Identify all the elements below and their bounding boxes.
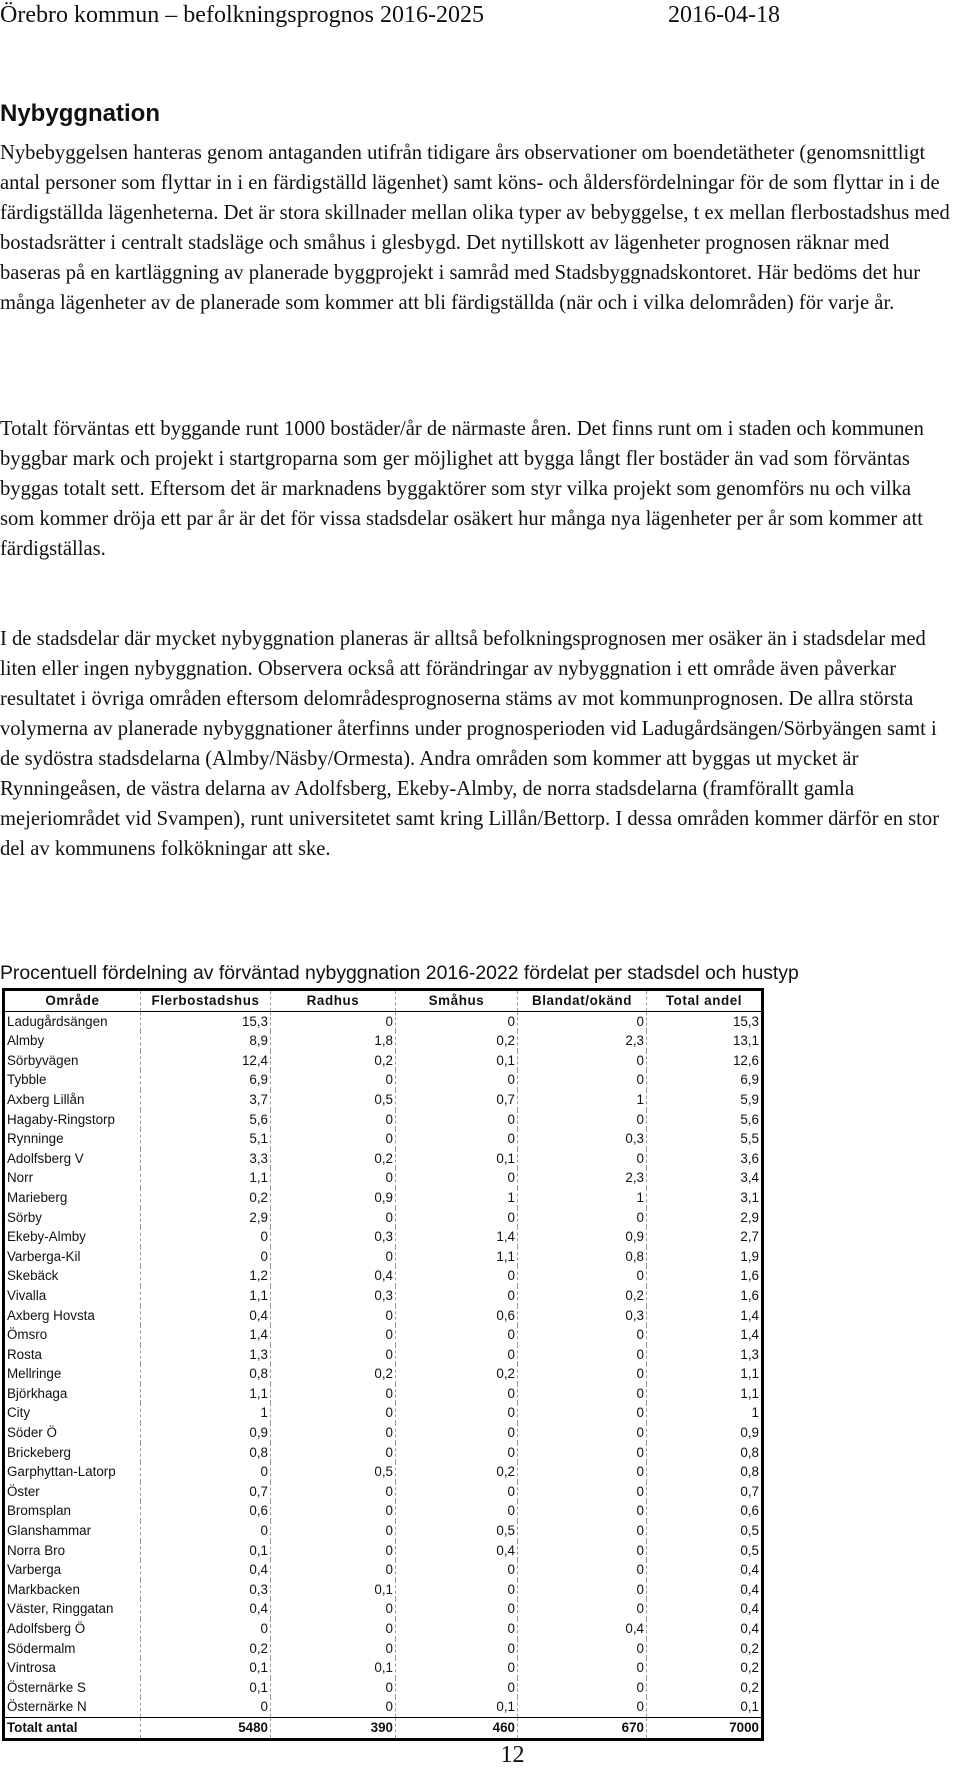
value-cell: 5,1 [141,1129,271,1149]
value-cell: 15,3 [647,1011,762,1031]
area-name-cell: Almby [7,1033,45,1049]
value-cell: 0,2 [271,1149,396,1169]
value-cell: 0,5 [271,1462,396,1482]
value-cell: 0 [271,1070,396,1090]
value-cell: 0,1 [271,1658,396,1678]
value-cell: 0 [518,1482,647,1502]
area-name-cell: Vivalla [7,1287,47,1303]
value-cell: 0,1 [396,1149,518,1169]
value-cell: 0 [396,1110,518,1130]
area-name-cell: Väster, Ringgatan [7,1601,114,1617]
table-row [5,1423,761,1443]
area-name-cell: Östernärke S [7,1679,86,1695]
value-cell: 0,2 [396,1364,518,1384]
value-cell: 670 [518,1717,647,1737]
value-cell: 0 [518,1560,647,1580]
value-cell: 0 [271,1619,396,1639]
value-cell: 0 [518,1384,647,1404]
value-cell: 0 [518,1149,647,1169]
value-cell: 0 [271,1482,396,1502]
area-name-cell: Ladugårdsängen [7,1013,108,1029]
value-cell: 0,9 [271,1188,396,1208]
value-cell: 1 [518,1188,647,1208]
value-cell: 0 [396,1208,518,1228]
value-cell: 3,6 [647,1149,762,1169]
table-row [5,1168,761,1188]
value-cell: 0,2 [518,1286,647,1306]
area-name-cell: Östernärke N [7,1699,87,1715]
value-cell: 0,4 [141,1560,271,1580]
value-cell: 0,4 [141,1599,271,1619]
value-cell: 0,3 [518,1129,647,1149]
value-cell: 0 [396,1580,518,1600]
value-cell: 7000 [647,1717,762,1737]
table-row [5,1070,761,1090]
value-cell: 3,1 [647,1188,762,1208]
value-cell: 0 [271,1384,396,1404]
table-row [5,1188,761,1208]
table-row [5,1639,761,1659]
value-cell: 0 [271,1129,396,1149]
table-row [5,1678,761,1698]
value-cell: 12,6 [647,1051,762,1071]
table-row [5,1247,761,1267]
value-cell: 0,2 [647,1658,762,1678]
area-name-cell: Tybble [7,1072,47,1088]
value-cell: 13,1 [647,1031,762,1051]
value-cell: 0 [518,1208,647,1228]
table-row [5,1541,761,1561]
value-cell: 0,4 [647,1560,762,1580]
value-cell: 2,9 [141,1208,271,1228]
table-row [5,1364,761,1384]
value-cell: 1,1 [141,1286,271,1306]
value-cell: 0 [518,1541,647,1561]
area-name-cell: Rosta [7,1346,42,1362]
table-row [5,1462,761,1482]
value-cell: 1,6 [647,1266,762,1286]
value-cell: 0 [396,1011,518,1031]
area-name-cell: Adolfsberg V [7,1150,84,1166]
value-cell: 1,1 [647,1384,762,1404]
value-cell: 0 [271,1501,396,1521]
table-caption: Procentuell fördelning av förväntad nybyggnation 2016-2022 fördelat per stadsdel och hustyp [0,962,799,984]
table-row [5,1011,761,1031]
area-name-cell: Södermalm [7,1640,76,1656]
value-cell: 0,1 [647,1697,762,1717]
value-cell: 0,9 [518,1227,647,1247]
value-cell: 2,9 [647,1208,762,1228]
table-row [5,1110,761,1130]
value-cell: 0,4 [141,1306,271,1326]
value-cell: 0 [518,1011,647,1031]
value-cell: 0 [396,1482,518,1502]
area-name-cell: Sörbyvägen [7,1052,79,1068]
value-cell: 0,5 [647,1521,762,1541]
value-cell: 5,6 [141,1110,271,1130]
value-cell: 15,3 [141,1011,271,1031]
value-cell: 0 [518,1364,647,1384]
value-cell: 5,6 [647,1110,762,1130]
value-cell: 0 [271,1678,396,1698]
area-name-cell: Ömsro [7,1327,48,1343]
value-cell: 1,4 [647,1306,762,1326]
value-cell: 0 [396,1384,518,1404]
value-cell: 1 [647,1403,762,1423]
value-cell: 1,1 [396,1247,518,1267]
value-cell: 0 [271,1247,396,1267]
value-cell: 0,6 [396,1306,518,1326]
value-cell: 3,4 [647,1168,762,1188]
value-cell: 1,3 [647,1345,762,1365]
value-cell: 0,9 [141,1423,271,1443]
column-header: Radhus [271,991,396,1011]
value-cell: 0 [271,1345,396,1365]
table-row [5,1384,761,1404]
area-name-cell: Brickeberg [7,1444,72,1460]
value-cell: 0 [518,1403,647,1423]
area-name-cell: Björkhaga [7,1385,68,1401]
table-row [5,1325,761,1345]
table-row [5,1658,761,1678]
area-name-cell: Glanshammar [7,1523,92,1539]
value-cell: 0 [396,1678,518,1698]
area-name-cell: Axberg Lillån [7,1091,85,1107]
value-cell: 1 [396,1188,518,1208]
value-cell: 0 [518,1051,647,1071]
value-cell: 5480 [141,1717,271,1737]
value-cell: 0 [271,1208,396,1228]
value-cell: 6,9 [141,1070,271,1090]
value-cell: 0,2 [647,1678,762,1698]
value-cell: 0 [141,1462,271,1482]
value-cell: 0 [271,1599,396,1619]
value-cell: 1,1 [141,1168,271,1188]
value-cell: 0 [518,1678,647,1698]
area-name-cell: Mellringe [7,1366,62,1382]
value-cell: 1,6 [647,1286,762,1306]
value-cell: 0 [518,1639,647,1659]
value-cell: 0 [271,1423,396,1443]
value-cell: 1,4 [141,1325,271,1345]
area-name-cell: Öster [7,1483,40,1499]
table-row [5,1129,761,1149]
value-cell: 0,4 [518,1619,647,1639]
column-header: Total andel [647,991,762,1011]
value-cell: 0 [518,1580,647,1600]
value-cell: 0,1 [396,1697,518,1717]
value-cell: 0 [271,1168,396,1188]
value-cell: 0 [396,1423,518,1443]
value-cell: 0 [271,1521,396,1541]
value-cell: 0,4 [647,1619,762,1639]
area-name-cell: Ekeby-Almby [7,1229,86,1245]
body-paragraph: Nybebyggelsen hanteras genom antaganden utifrån tidigare års observationer om boendetätheter (genomsnittligt antal personer som flyttar in i en färdigställd lägenhet) samt köns- och åldersfördelningar för de som flyttar in i de färdigställda lägenheterna. Det är stora skillnader mellan olika typer av bebyggelse, t ex mellan flerbostadshus med bostadsrätter i centralt stadsläge och småhus i glesbygd. Det nytillskott av lägenheter prognosen räknar med baseras på en kartläggning av planerade byggprojekt i samråd med Stadsbyggnadskontoret. Här bedöms det hur många lägenheter av de planerade som kommer att bli färdigställda (när och i vilka delområden) för varje år. [0,142,950,314]
value-cell: 0,5 [271,1090,396,1110]
value-cell: 0 [396,1560,518,1580]
value-cell: 0,1 [141,1541,271,1561]
value-cell: 0,1 [141,1678,271,1698]
value-cell: 0 [271,1306,396,1326]
value-cell: 0 [396,1599,518,1619]
area-name-cell: Markbacken [7,1581,80,1597]
value-cell: 0 [518,1423,647,1443]
table-row [5,1306,761,1326]
value-cell: 0 [271,1697,396,1717]
value-cell: 2,3 [518,1168,647,1188]
value-cell: 0 [518,1501,647,1521]
value-cell: 0,2 [271,1364,396,1384]
value-cell: 0,3 [518,1306,647,1326]
value-cell: 0 [518,1697,647,1717]
table-row [5,1208,761,1228]
value-cell: 0,8 [647,1443,762,1463]
table-row [5,1031,761,1051]
area-name-cell: Söder Ö [7,1425,57,1441]
value-cell: 390 [271,1717,396,1737]
value-cell: 0 [396,1129,518,1149]
table-row [5,1051,761,1071]
area-name-cell: Marieberg [7,1189,68,1205]
value-cell: 5,5 [647,1129,762,1149]
area-name-cell: Norr [7,1170,34,1186]
value-cell: 0,2 [647,1639,762,1659]
value-cell: 0,1 [141,1658,271,1678]
value-cell: 0,7 [647,1482,762,1502]
column-header: Flerbostadshus [141,991,271,1011]
value-cell: 0,3 [141,1580,271,1600]
table-row [5,1227,761,1247]
value-cell: 1,1 [647,1364,762,1384]
value-cell: 0 [271,1443,396,1463]
area-name-cell: Bromsplan [7,1503,72,1519]
value-cell: 0,6 [141,1501,271,1521]
value-cell: 2,3 [518,1031,647,1051]
value-cell: 0 [141,1697,271,1717]
value-cell: 0,4 [647,1580,762,1600]
value-cell: 0,2 [141,1188,271,1208]
value-cell: 0 [396,1168,518,1188]
value-cell: 1,3 [141,1345,271,1365]
value-cell: 0 [271,1110,396,1130]
value-cell: 2,7 [647,1227,762,1247]
value-cell: 0 [396,1403,518,1423]
value-cell: 0,6 [647,1501,762,1521]
table-row [5,1697,761,1717]
value-cell: 0,4 [271,1266,396,1286]
value-cell: 0 [518,1110,647,1130]
area-name-cell: Vintrosa [7,1660,56,1676]
table-row [5,1580,761,1600]
area-name-cell: Totalt antal [5,1717,141,1737]
value-cell: 0,8 [518,1247,647,1267]
body-paragraph: I de stadsdelar där mycket nybyggnation planeras är alltså befolkningsprognosen mer osäker än i stadsdelar med liten eller ingen nybyggnation. Observera också att förändringar av nybyggnation i ett område även påverkar resultatet i övriga områden eftersom delområdesprognoserna stäms av mot kommunprognosen. De allra största volymerna av planerade nybyggnationer återfinns under prognosperioden vid Ladugårdsängen/Sörbyängen samt i de sydöstra stadsdelarna (Almby/Näsby/Ormesta). Andra områden som kommer att byggas ut mycket är Rynningeåsen, de västra delarna av Adolfsberg, Ekeby-Almby, de norra stadsdelarna (framförallt gamla mejeriområdet vid Svampen), runt universitetet samt kring Lillån/Bettorp. I dessa områden kommer därför en stor del av kommunens folkökningar att ske. [0,628,940,860]
table-row [5,1345,761,1365]
column-header: Småhus [396,991,518,1011]
value-cell: 0,3 [271,1286,396,1306]
value-cell: 0,4 [647,1599,762,1619]
value-cell: 1,4 [647,1325,762,1345]
value-cell: 3,3 [141,1149,271,1169]
table-row [5,1403,761,1423]
table-body [5,1011,761,1737]
value-cell: 0,1 [271,1580,396,1600]
area-name-cell: Varberga-Kil [7,1248,81,1264]
value-cell: 0 [396,1501,518,1521]
value-cell: 0 [396,1658,518,1678]
table-row [5,1090,761,1110]
value-cell: 0 [518,1266,647,1286]
area-name-cell: City [7,1405,31,1421]
table-row [5,1286,761,1306]
area-name-cell: Garphyttan-Latorp [7,1464,116,1480]
document-date: 2016-04-18 [668,2,780,28]
data-table [5,991,761,1738]
value-cell: 0,7 [396,1090,518,1110]
area-name-cell: Hagaby-Ringstorp [7,1111,115,1127]
area-name-cell: Varberga [7,1562,62,1578]
table-total-row [5,1717,761,1737]
value-cell: 3,7 [141,1090,271,1110]
value-cell: 6,9 [647,1070,762,1090]
value-cell: 0,2 [396,1031,518,1051]
value-cell: 1,9 [647,1247,762,1267]
table-row [5,1266,761,1286]
value-cell: 0,2 [141,1639,271,1659]
section-heading: Nybyggnation [0,100,160,127]
column-header: Område [5,991,141,1011]
table-row [5,1599,761,1619]
body-paragraph: Totalt förväntas ett byggande runt 1000 bostäder/år de närmaste åren. Det finns runt om i staden och kommunen byggbar mark och projekt i startgroparna som ger möjlighet att bygga långt fler bostäder än vad som förväntas byggas totalt sett. Eftersom det är marknadens byggaktörer som styr vilka projekt som genomförs nu och vilka som kommer dröja ett par år är det för vissa stadsdelar osäkert hur många nya lägenheter per år som kommer att färdigställas. [0,418,924,560]
area-name-cell: Axberg Hovsta [7,1307,95,1323]
value-cell: 0,2 [271,1051,396,1071]
value-cell: 0 [396,1070,518,1090]
value-cell: 1 [141,1403,271,1423]
area-name-cell: Norra Bro [7,1542,66,1558]
value-cell: 460 [396,1717,518,1737]
value-cell: 0 [141,1521,271,1541]
value-cell: 0,8 [141,1364,271,1384]
value-cell: 1,1 [141,1384,271,1404]
value-cell: 0 [396,1639,518,1659]
value-cell: 0 [518,1070,647,1090]
value-cell: 0 [518,1443,647,1463]
document-title: Örebro kommun – befolkningsprognos 2016-2025 [0,2,484,28]
area-name-cell: Sörby [7,1209,42,1225]
area-name-cell: Rynninge [7,1131,64,1147]
value-cell: 12,4 [141,1051,271,1071]
data-table-frame [2,988,764,1741]
value-cell: 0,4 [396,1541,518,1561]
value-cell: 0 [518,1345,647,1365]
value-cell: 0 [396,1286,518,1306]
value-cell: 0 [518,1599,647,1619]
table-row [5,1560,761,1580]
value-cell: 0 [396,1443,518,1463]
value-cell: 5,9 [647,1090,762,1110]
value-cell: 0 [396,1345,518,1365]
value-cell: 0,5 [647,1541,762,1561]
value-cell: 1,8 [271,1031,396,1051]
value-cell: 1,2 [141,1266,271,1286]
value-cell: 0,8 [141,1443,271,1463]
value-cell: 0 [396,1619,518,1639]
table-row [5,1443,761,1463]
value-cell: 0,9 [647,1423,762,1443]
value-cell: 0 [396,1266,518,1286]
value-cell: 0 [518,1462,647,1482]
value-cell: 0 [396,1325,518,1345]
value-cell: 0 [141,1227,271,1247]
value-cell: 0 [271,1403,396,1423]
value-cell: 8,9 [141,1031,271,1051]
value-cell: 0 [271,1639,396,1659]
area-name-cell: Skebäck [7,1268,59,1284]
value-cell: 0 [518,1521,647,1541]
table-row [5,1149,761,1169]
value-cell: 0 [518,1658,647,1678]
table-row [5,1482,761,1502]
page-header [0,0,780,34]
page-number: 12 [500,1742,525,1768]
value-cell: 0 [518,1325,647,1345]
value-cell: 0,5 [396,1521,518,1541]
value-cell: 0 [141,1247,271,1267]
value-cell: 0,7 [141,1482,271,1502]
value-cell: 0 [271,1541,396,1561]
value-cell: 0,2 [396,1462,518,1482]
value-cell: 0,1 [396,1051,518,1071]
table-row [5,1521,761,1541]
value-cell: 0 [271,1560,396,1580]
value-cell: 0,3 [271,1227,396,1247]
value-cell: 0 [271,1325,396,1345]
value-cell: 0 [141,1619,271,1639]
table-header-row [5,991,761,1011]
value-cell: 1 [518,1090,647,1110]
table-row [5,1501,761,1521]
value-cell: 0,8 [647,1462,762,1482]
table-row [5,1619,761,1639]
value-cell: 1,4 [396,1227,518,1247]
column-header: Blandat/okänd [518,991,647,1011]
area-name-cell: Adolfsberg Ö [7,1621,86,1636]
value-cell: 0 [271,1011,396,1031]
